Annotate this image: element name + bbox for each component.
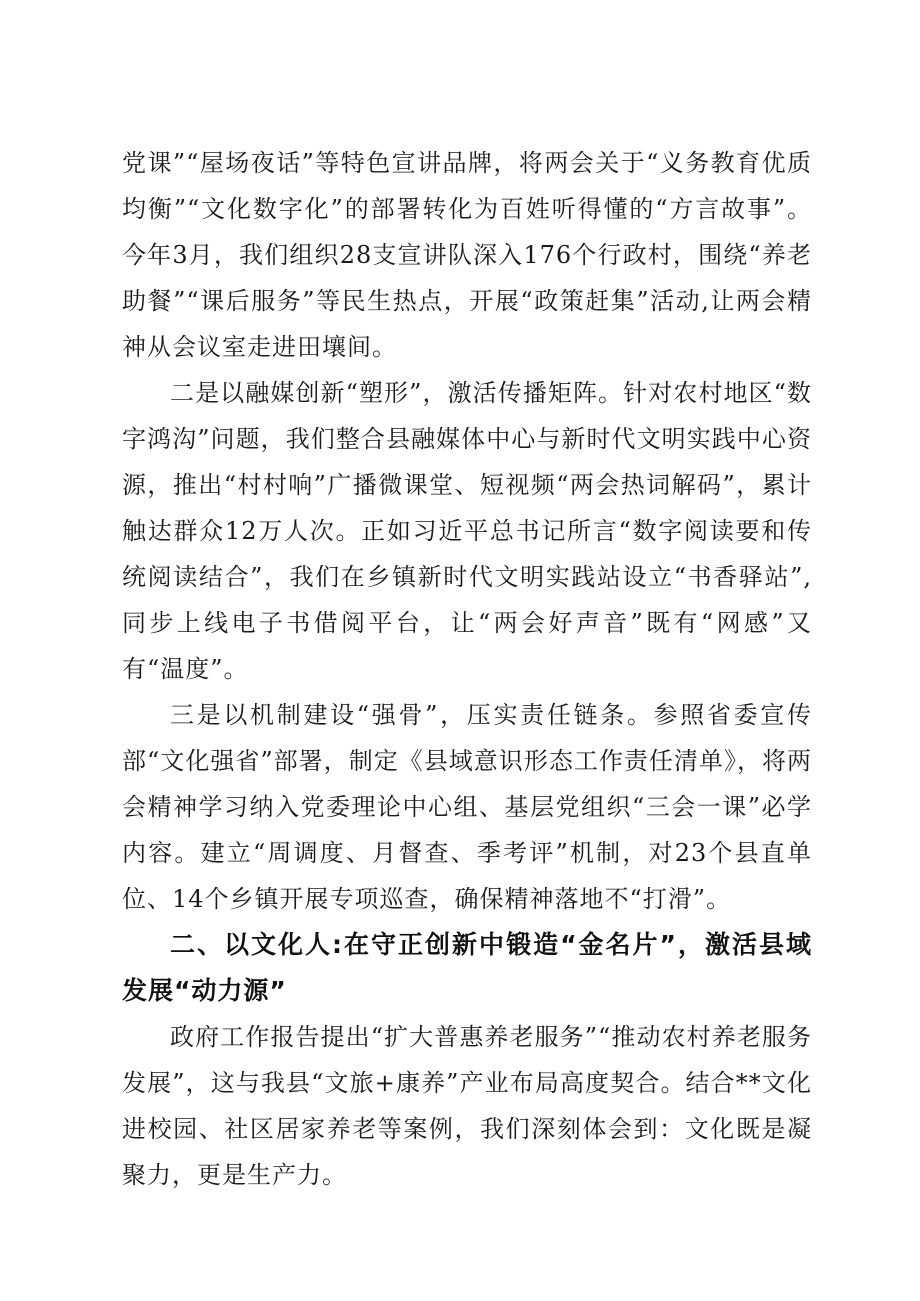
document-body	[122, 140, 812, 1198]
section-heading: 二、以文化人:在守正创新中锻造“金名片”，激活县域发展“动力源”	[122, 930, 812, 1005]
paragraph-media-innovation: 二是以融媒创新“塑形”，激活传播矩阵。针对农村地区“数字鸿沟”问题，我们整合县融媒体中心与新时代文明实践中心资源，推出“村村响”广播微课堂、短视频“两会热词解码”，累计触达群众12万人次。正如习近平总书记所言“数字阅读要和传统阅读结合”，我们在乡镇新时代文明实践站设立“书香驿站”,同步上线电子书借阅平台，让“两会好声音”既有“网感”又有“温度”。	[122, 379, 812, 683]
paragraph-government-report: 政府工作报告提出“扩大普惠养老服务”“推动农村养老服务发展”，这与我县“文旅+康养”产业布局高度契合。结合**文化进校园、社区居家养老等案例，我们深刻体会到：文化既是凝聚力，更是生产力。	[122, 1023, 812, 1189]
paragraph-continued: 党课”“屋场夜话”等特色宣讲品牌，将两会关于“义务教育优质均衡”“文化数字化”的部署转化为百姓听得懂的“方言故事”。今年3月，我们组织28支宣讲队深入176个行政村，围绕“养老助餐”“课后服务”等民生热点，开展“政策赶集”活动,让两会精神从会议室走进田壤间。	[122, 149, 812, 361]
paragraph-mechanism-building: 三是以机制建设“强骨”，压实责任链条。参照省委宣传部“文化强省”部署，制定《县域意识形态工作责任清单》，将两会精神学习纳入党委理论中心组、基层党组织“三会一课”必学内容。建立“周调度、月督查、季考评”机制，对23个县直单位、14个乡镇开展专项巡查，确保精神落地不“打滑”。	[122, 701, 812, 913]
